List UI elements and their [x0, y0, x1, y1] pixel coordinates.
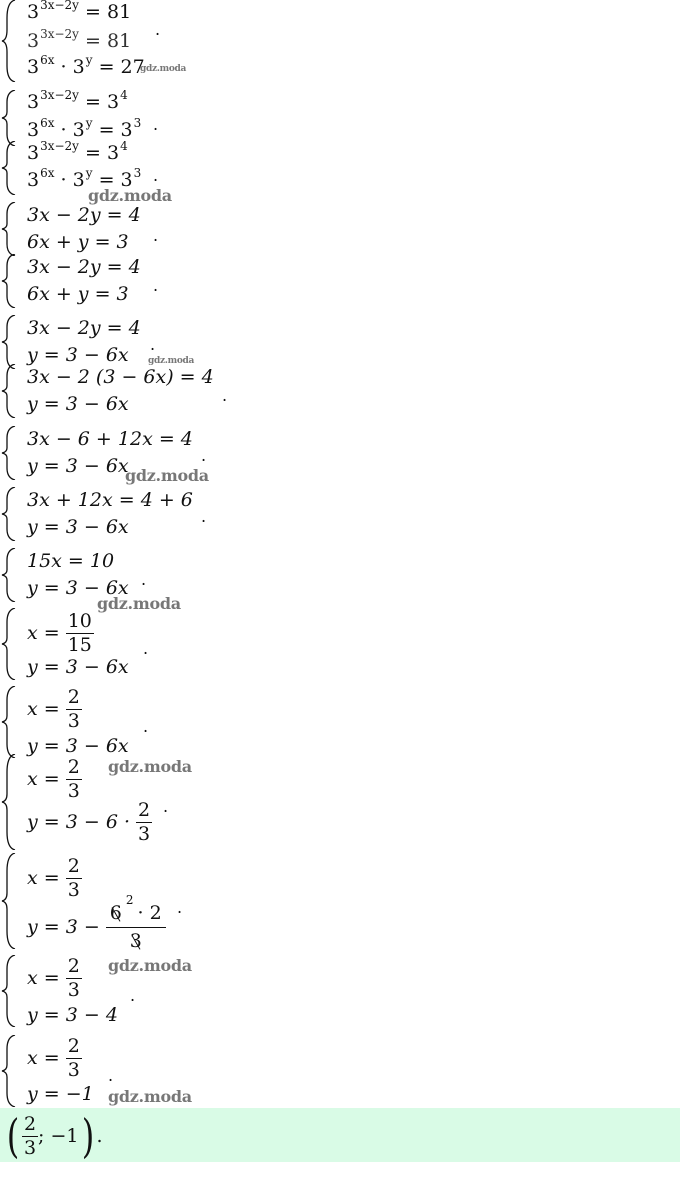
- equation: 3x − 2 (3 − 6x) = 4: [27, 366, 214, 388]
- brace: [1, 1035, 21, 1107]
- equation: y = 3 − 6x: [27, 577, 129, 599]
- equation: y = 3 − 6x: [27, 455, 129, 477]
- period: .: [163, 797, 169, 816]
- equation: 3x − 2y = 4: [27, 204, 141, 226]
- period: .: [130, 986, 136, 1005]
- fraction: $\frac{2}{3}$: [67, 756, 80, 802]
- period: .: [222, 386, 228, 405]
- equation: y = −1: [27, 1083, 94, 1105]
- period: .: [153, 166, 159, 185]
- equation: y = 3 − 4: [27, 1004, 118, 1026]
- watermark: gdz.moda: [140, 64, 187, 74]
- watermark: gdz.moda: [108, 1087, 192, 1106]
- period: .: [201, 507, 207, 526]
- equation: y = 3 − 6 · $\frac{2}{3}$: [27, 799, 151, 845]
- brace: [1, 608, 21, 680]
- equation: y = 3 − 6x: [27, 516, 129, 538]
- equation: $3^{6x} \cdot 3^y = 3^3$: [27, 166, 142, 191]
- equation: x = $\frac{2}{3}$: [27, 686, 80, 732]
- equation: x = $\frac{10}{15}$: [27, 610, 92, 656]
- equation: $3^{3x-2y} = 3^4$: [27, 88, 128, 113]
- watermark: gdz.moda: [125, 466, 209, 485]
- right-paren: ): [81, 1109, 94, 1163]
- fraction: $\frac{2}{3}$: [138, 799, 151, 845]
- fraction: $\frac{10}{15}$: [67, 610, 92, 656]
- equation: y = 3 − 6x: [27, 735, 129, 757]
- equation: y = 3 − $\frac{6^2\cdot 2}{3}$: [27, 903, 166, 951]
- fraction: $\frac{2}{3}$: [67, 1035, 80, 1081]
- equation: 3x − 6 + 12x = 4: [27, 428, 193, 450]
- watermark: gdz.moda: [88, 186, 172, 205]
- watermark: gdz.moda: [148, 356, 195, 366]
- period: .: [143, 717, 149, 736]
- period: .: [153, 115, 159, 134]
- equation: x = $\frac{2}{3}$: [27, 1035, 80, 1081]
- brace: [1, 202, 21, 256]
- equation: $3^{3x-2y} = 3^4$: [27, 139, 128, 164]
- period: .: [201, 446, 207, 465]
- watermark: gdz.moda: [108, 757, 192, 776]
- answer-period: .: [96, 1125, 103, 1147]
- equation: x = $\frac{2}{3}$: [27, 855, 80, 901]
- equation: y = 3 − 6x: [27, 393, 129, 415]
- brace: [1, 0, 21, 82]
- equation: y = 3 − 6x: [27, 344, 129, 366]
- equation: $3^{3x-2y} = 81$: [27, 27, 132, 52]
- fraction: $\frac{2}{3}$: [67, 855, 80, 901]
- brace: [1, 90, 21, 146]
- equation: 6x + y = 3: [27, 231, 129, 253]
- period: .: [150, 335, 156, 354]
- equation: 6x + y = 3: [27, 283, 129, 305]
- brace: [1, 686, 21, 758]
- answer-y: ; −1: [38, 1125, 79, 1147]
- brace: [1, 548, 21, 602]
- equation: 3x − 2y = 4: [27, 256, 141, 278]
- equation: 3x − 2y = 4: [27, 317, 141, 339]
- equation: x = $\frac{2}{3}$: [27, 756, 80, 802]
- cancelled-number: 6: [109, 902, 122, 924]
- equation: $3^{6x} \cdot 3^y = 3^3$: [27, 116, 142, 141]
- period: .: [143, 639, 149, 658]
- brace: [1, 853, 21, 949]
- period: .: [155, 20, 161, 39]
- period: .: [153, 226, 159, 245]
- period: .: [141, 570, 147, 589]
- brace: [1, 254, 21, 308]
- answer: [4, 1110, 103, 1162]
- brace: [1, 754, 21, 850]
- fraction: $\frac{2}{3}$: [23, 1112, 37, 1159]
- equation: 3x + 12x = 4 + 6: [27, 489, 193, 511]
- period: .: [153, 276, 159, 295]
- equation: y = 3 − 6x: [27, 656, 129, 678]
- fraction: $\frac{2}{3}$: [67, 686, 80, 732]
- answer-box: [0, 1108, 680, 1162]
- brace: [1, 487, 21, 541]
- period: .: [177, 898, 183, 917]
- brace: [1, 426, 21, 480]
- cancelled-number: 3: [129, 930, 142, 952]
- brace: [1, 955, 21, 1027]
- watermark: gdz.moda: [97, 594, 181, 613]
- fraction: $\frac{2}{3}$: [67, 955, 80, 1001]
- brace: [1, 315, 21, 369]
- equation: $3^{6x} \cdot 3^y = 27$: [27, 53, 145, 78]
- brace: [1, 364, 21, 418]
- equation: x = $\frac{2}{3}$: [27, 955, 80, 1001]
- equation: 15x = 10: [27, 550, 115, 572]
- fraction: $\frac{6^2\cdot 2}{3}$: [106, 903, 166, 951]
- left-paren: (: [6, 1109, 20, 1163]
- watermark: gdz.moda: [108, 956, 192, 975]
- equation: $3^{3x-2y} = 81$: [27, 0, 132, 23]
- period: .: [108, 1066, 114, 1085]
- brace: [1, 141, 21, 195]
